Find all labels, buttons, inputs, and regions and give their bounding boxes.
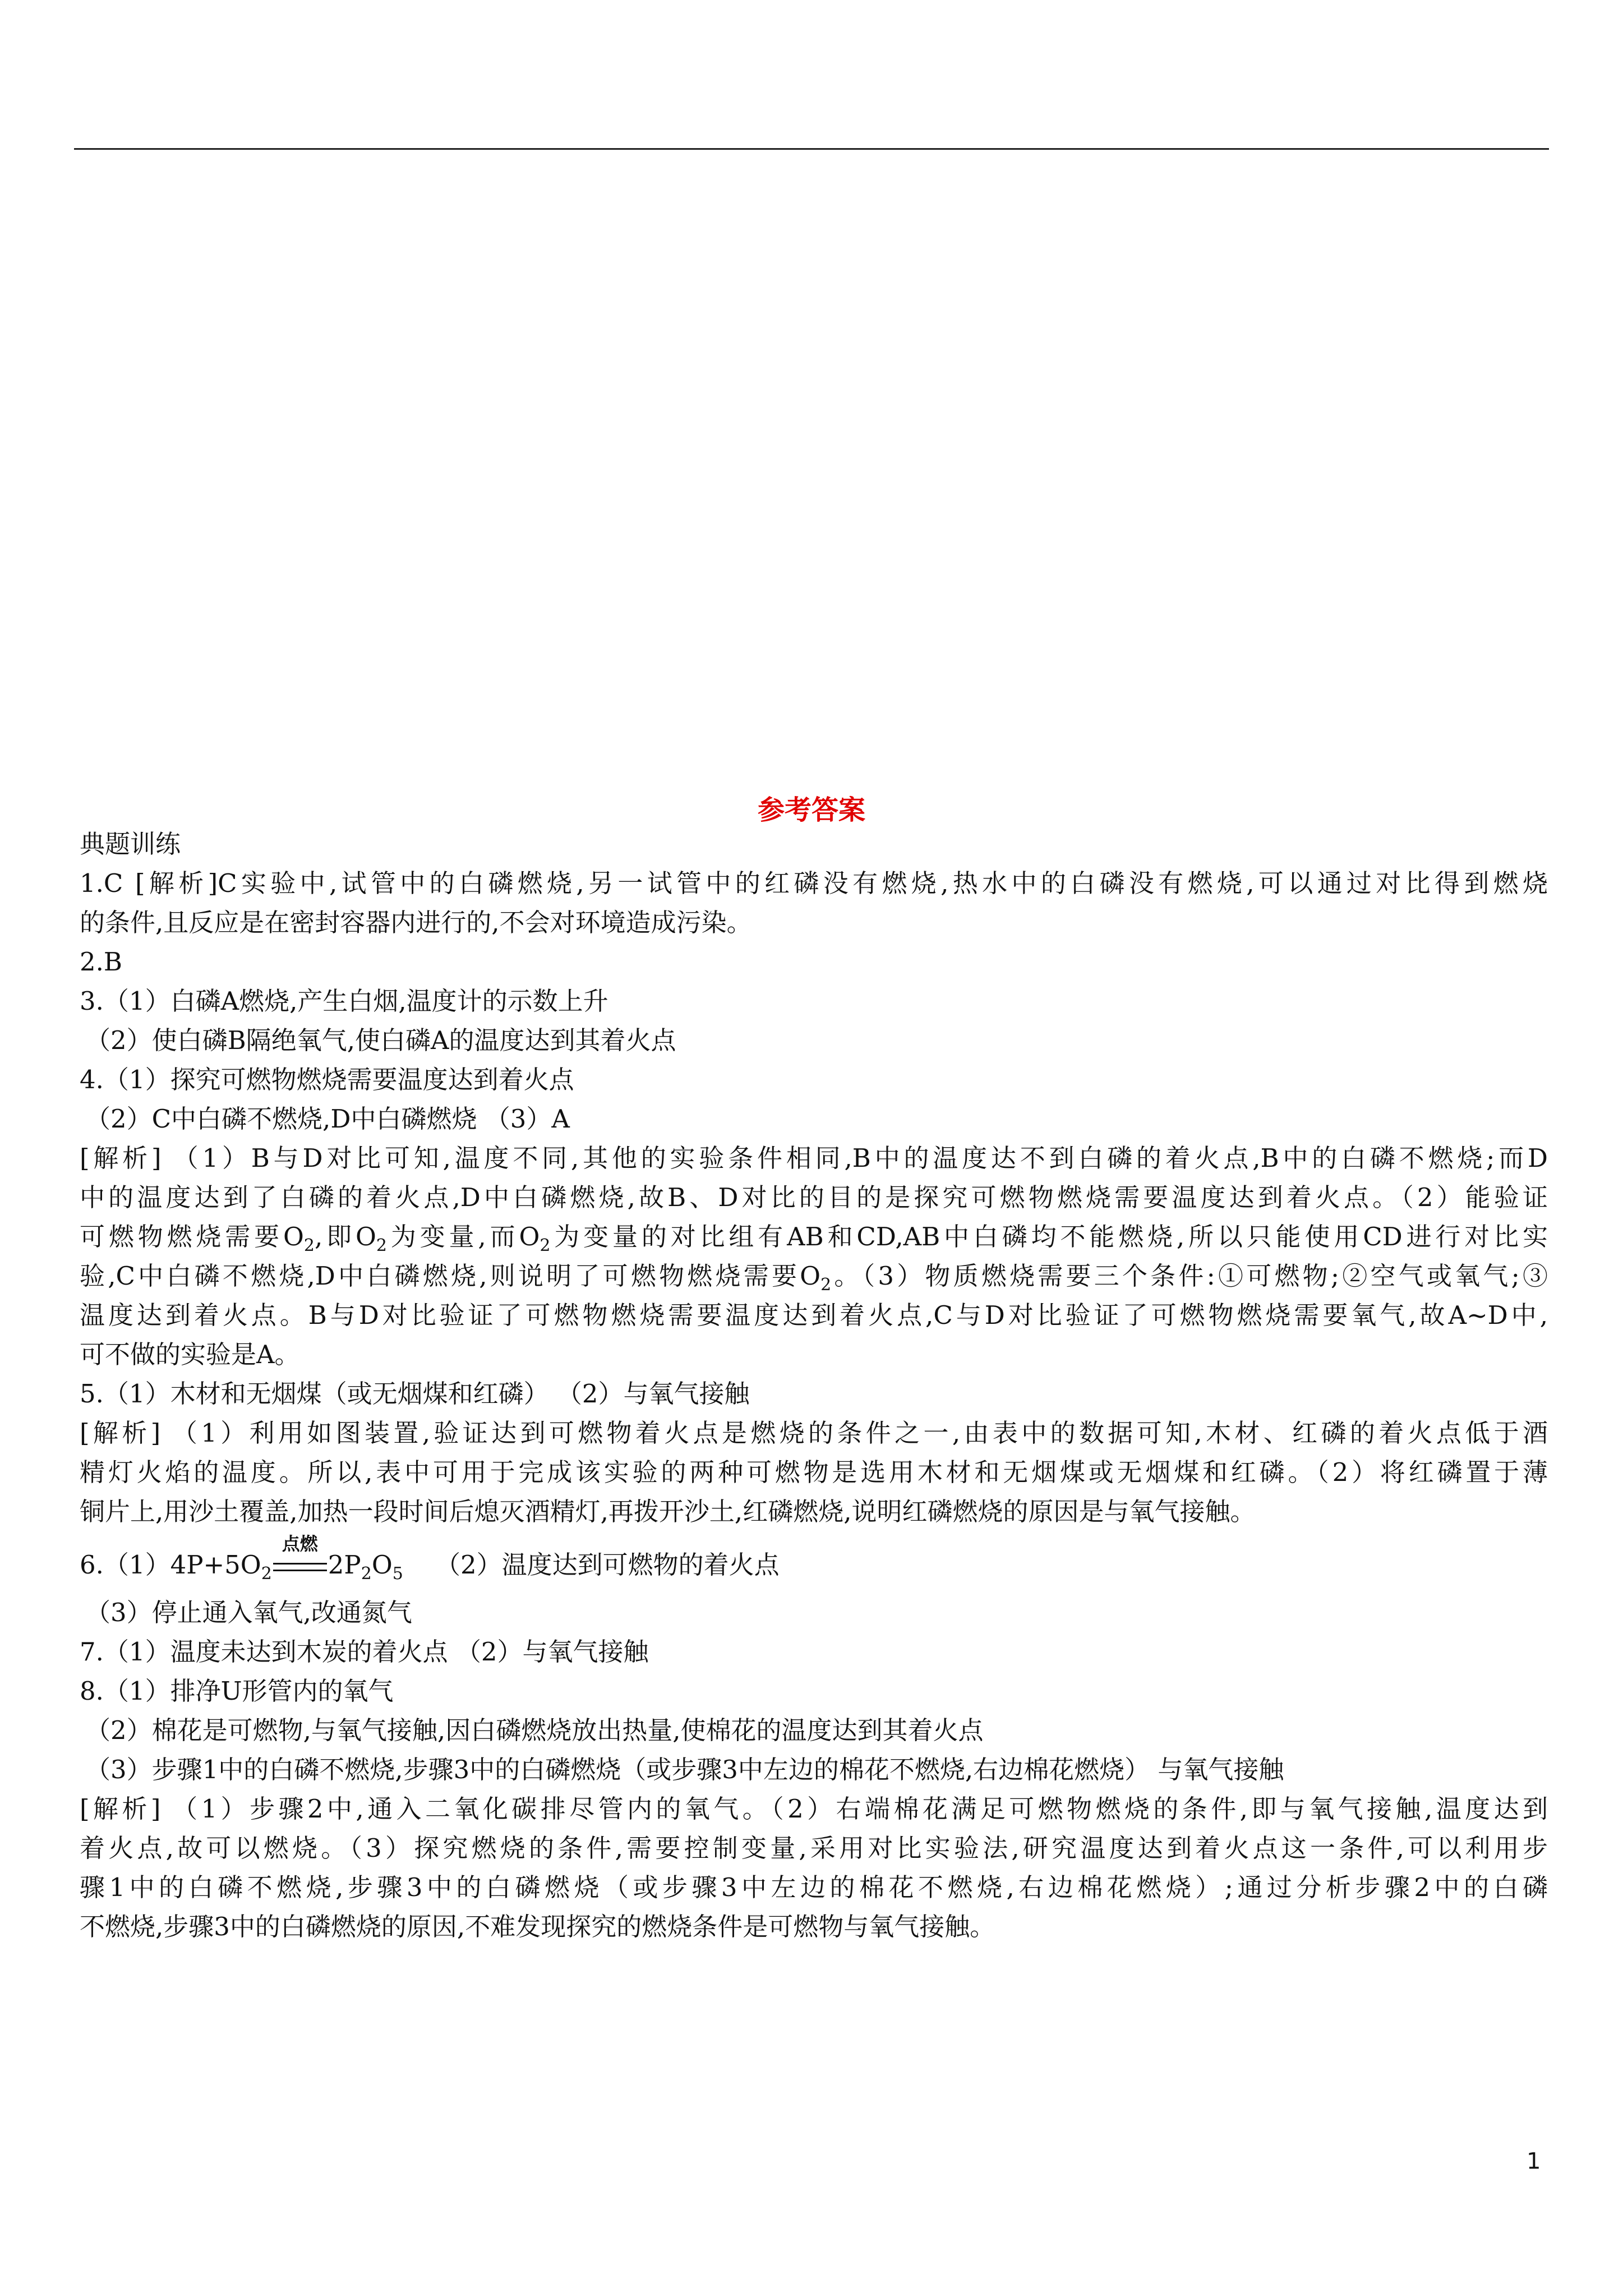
answer-5-line-1: 5.（1）木材和无烟煤（或无烟煤和红磷） （2）与氧气接触 (80, 1379, 750, 1409)
answer-5-analysis-2: 精灯火焰的温度。所以,表中可用于完成该实验的两种可燃物是选用木材和无烟煤或无烟煤和红磷。（2）将红磷置于薄 (80, 1457, 1548, 1487)
answer-8-analysis-4: 不燃烧,步骤3中的白磷燃烧的原因,不难发现探究的燃烧条件是可燃物与氧气接触。 (80, 1912, 995, 1941)
answer-4-line-2: （2）C中白磷不燃烧,D中白磷燃烧 （3）A (85, 1104, 570, 1134)
page-number: 1 (1527, 2148, 1541, 2174)
answer-1-line-1: 1.C [解析]C实验中,试管中的白磷燃烧,另一试管中的红磷没有燃烧,热水中的白磷没有燃烧,可以通过对比得到燃烧 (80, 868, 1548, 898)
answer-8-line-2: （2）棉花是可燃物,与氧气接触,因白磷燃烧放出热量,使棉花的温度达到其着火点 (85, 1715, 984, 1745)
answer-8-line-3: （3）步骤1中的白磷不燃烧,步骤3中的白磷燃烧（或步骤3中左边的棉花不燃烧,右边棉花燃烧） 与氧气接触 (85, 1755, 1284, 1784)
answer-8-analysis-2: 着火点,故可以燃烧。（3）探究燃烧的条件,需要控制变量,采用对比实验法,研究温度达到着火点这一条件,可以利用步 (80, 1833, 1548, 1863)
header-rule (74, 148, 1549, 150)
answer-5-analysis-1: [解析] （1）利用如图装置,验证达到可燃物着火点是燃烧的条件之一,由表中的数据可知,木材、红磷的着火点低于酒 (80, 1418, 1548, 1448)
section-heading: 典题训练 (80, 829, 181, 859)
answer-4-analysis-5: 温度达到着火点。B与D对比验证了可燃物燃烧需要温度达到着火点,C与D对比验证了可燃物燃烧需要氧气,故A~D中, (80, 1300, 1548, 1330)
answer-4-analysis-2: 中的温度达到了白磷的着火点,D中白磷燃烧,故B、D对比的目的是探究可燃物燃烧需要温度达到着火点。（2）能验证 (80, 1182, 1548, 1212)
answer-8-analysis-1: [解析] （1）步骤2中,通入二氧化碳排尽管内的氧气。（2）右端棉花满足可燃物燃烧的条件,即与氧气接触,温度达到 (80, 1794, 1548, 1824)
answer-4-analysis-6: 可不做的实验是A。 (80, 1340, 300, 1369)
answer-8-line-1: 8.（1）排净U形管内的氧气 (80, 1676, 394, 1706)
answer-3-line-2: （2）使白磷B隔绝氧气,使白磷A的温度达到其着火点 (85, 1025, 676, 1055)
answer-6-line-1: $6.(1)4P+5O_2$ 点燃 $2P_2O_5$ （2）温度达到可燃物的着火点 (80, 1548, 780, 1591)
answer-5-analysis-3: 铜片上,用沙土覆盖,加热一段时间后熄灭酒精灯,再拨开沙土,红磷燃烧,说明红磷燃烧的原因是与氧气接触。 (80, 1497, 1256, 1526)
answer-4-analysis-1: [解析] （1）B与D对比可知,温度不同,其他的实验条件相同,B中的温度达不到白磷的着火点,B中的白磷不燃烧;而D (80, 1143, 1548, 1173)
reaction-condition: 点燃 (282, 1533, 318, 1554)
answer-4-analysis-3: 可燃物燃烧需要$O_2$,即$O_2$为变量,而$O_2$为变量的对比组有AB和CD,AB中白磷均不能燃烧,所以只能使用CD进行对比实 (80, 1222, 1548, 1255)
reaction-arrow (272, 1533, 328, 1582)
answer-8-analysis-3: 骤1中的白磷不燃烧,步骤3中的白磷燃烧（或步骤3中左边的棉花不燃烧,右边棉花燃烧）;通过分析步骤2中的白磷 (80, 1872, 1548, 1902)
answer-2: 2.B (80, 947, 123, 977)
answer-4-analysis-4: 验,C中白磷不燃烧,D中白磷燃烧,则说明了可燃物燃烧需要$O_2$。（3）物质燃烧需要三个条件:①可燃物;②空气或氧气;③ (80, 1261, 1548, 1295)
answer-3-line-1: 3.（1）白磷A燃烧,产生白烟,温度计的示数上升 (80, 986, 608, 1016)
answer-1-line-2: 的条件,且反应是在密封容器内进行的,不会对环境造成污染。 (80, 908, 752, 937)
answer-6-line-2: （3）停止通入氧气,改通氮气 (85, 1598, 412, 1627)
answer-4-line-1: 4.（1）探究可燃物燃烧需要温度达到着火点 (80, 1065, 574, 1094)
page-title: 参考答案 (757, 794, 865, 826)
answer-7: 7.（1）温度未达到木炭的着火点 （2）与氧气接触 (80, 1637, 649, 1667)
